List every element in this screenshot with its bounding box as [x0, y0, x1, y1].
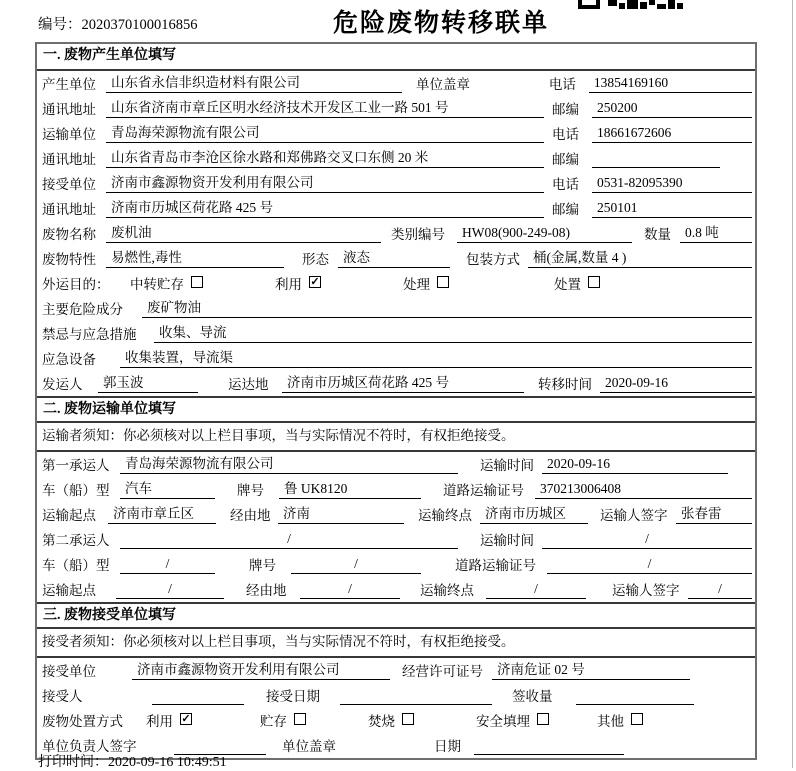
- field-label: 日期: [434, 739, 461, 754]
- field-value-consignor[interactable]: 郭玉波: [98, 374, 198, 393]
- field-label: 单位负责人签字: [42, 739, 137, 754]
- manifest-table: [35, 42, 757, 760]
- field-label: 道路运输证号: [455, 558, 536, 573]
- form-row: [37, 296, 755, 321]
- field-value-received-amount[interactable]: [576, 686, 694, 705]
- field-label: 通讯地址: [42, 152, 96, 167]
- checkbox-group-treat: [403, 273, 449, 293]
- field-label: 形态: [302, 252, 329, 267]
- field-label: 运输终点: [420, 583, 474, 598]
- serial-number-line: [38, 13, 198, 34]
- field-value-receiver-unit[interactable]: 济南市鑫源物资开发利用有限公司: [106, 174, 544, 193]
- field-label: 运输起点: [42, 583, 96, 598]
- print-time-value: 2020-09-16 10:49:51: [108, 755, 227, 770]
- field-label: 道路运输证号: [443, 483, 524, 498]
- field-value-transporter-postcode[interactable]: [592, 149, 720, 168]
- field-label: 废物处置方式: [42, 714, 123, 729]
- checkbox-label: 中转贮存: [130, 277, 184, 292]
- spacer: [694, 704, 752, 705]
- form-row: [37, 452, 755, 477]
- checkbox-group-disposal-utilize: [146, 710, 192, 730]
- checkbox-label: 其他: [597, 714, 624, 729]
- field-value-precautions-emergency-measures[interactable]: 收集、导流: [154, 324, 752, 343]
- field-label: 运达地: [228, 377, 269, 392]
- field-value-receiver-phone[interactable]: 0531-82095390: [592, 174, 752, 193]
- field-value-transfer-date[interactable]: 2020-09-16: [600, 374, 752, 393]
- form-row: [37, 423, 755, 452]
- field-value-receive-date[interactable]: [340, 686, 492, 705]
- qr-code-fragment-icon: [578, 0, 683, 9]
- field-value-category-code[interactable]: HW08(900-249-08): [457, 224, 632, 243]
- checkbox-group-dispose: [554, 273, 600, 293]
- field-value-producer-address[interactable]: 山东省济南市章丘区明水经济技术开发区工业一路 501 号: [106, 99, 544, 118]
- field-label: 牌号: [249, 558, 276, 573]
- field-value-emergency-equipment[interactable]: 收集装置，导流渠: [120, 349, 752, 368]
- field-value-transporter-unit[interactable]: 青岛海荣源物流有限公司: [106, 124, 544, 143]
- field-label: 产生单位: [42, 77, 96, 92]
- field-label: 牌号: [237, 483, 264, 498]
- field-label: 废物特性: [42, 252, 96, 267]
- checkbox-label: 贮存: [260, 714, 287, 729]
- field-value-receiver-person[interactable]: [152, 686, 244, 705]
- field-label: 经由地: [230, 508, 271, 523]
- field-label: 邮编: [552, 202, 579, 217]
- field-label: 第一承运人: [42, 458, 110, 473]
- checkbox-group-disposal-secure-landfill: [476, 710, 549, 730]
- form-row: [37, 221, 755, 246]
- section-heading: 三. 废物接受单位填写: [37, 602, 755, 629]
- field-value-producer-unit[interactable]: 山东省永信非织造材料有限公司: [106, 74, 402, 93]
- spacer: [690, 679, 752, 680]
- field-value-first-carrier[interactable]: 青岛海荣源物流有限公司: [120, 455, 458, 474]
- field-value-receiving-unit[interactable]: 济南市鑫源物资开发利用有限公司: [132, 661, 390, 680]
- field-value-physical-state[interactable]: 液态: [338, 249, 450, 268]
- field-value-transport-date-1[interactable]: 2020-09-16: [542, 455, 728, 474]
- field-label: 运输起点: [42, 508, 96, 523]
- field-value-license-number[interactable]: 济南危证 02 号: [492, 661, 690, 680]
- form-row: [37, 658, 755, 683]
- field-label: 邮编: [552, 152, 579, 167]
- field-label: 发运人: [42, 377, 83, 392]
- form-row: [37, 271, 755, 296]
- checkbox-disposal-store[interactable]: [294, 713, 306, 725]
- page-title: 危险废物转移联单: [333, 10, 550, 37]
- checkbox-group-transit-storage: [130, 273, 203, 293]
- checkbox-disposal-other[interactable]: [631, 713, 643, 725]
- spacer: [728, 473, 752, 474]
- field-label: 车（船）型: [42, 558, 110, 573]
- field-label: 电话: [552, 127, 579, 142]
- field-label: 经营许可证号: [402, 664, 483, 679]
- field-value-origin-2[interactable]: /: [116, 580, 224, 599]
- field-value-main-hazard-component[interactable]: 废矿物油: [142, 299, 752, 318]
- field-value-transporter-address[interactable]: 山东省青岛市李沧区徐水路和郑佛路交叉口东侧 20 米: [106, 149, 544, 168]
- form-row: [37, 71, 755, 96]
- checkbox-label: 焚烧: [368, 714, 395, 729]
- field-label: 电话: [548, 77, 576, 92]
- form-row: [37, 502, 755, 527]
- field-value-producer-phone[interactable]: 13854169160: [589, 74, 752, 93]
- field-value-producer-postcode[interactable]: 250200: [592, 99, 752, 118]
- field-value-plate-number-2[interactable]: /: [291, 555, 421, 574]
- form-row: [37, 346, 755, 371]
- spacer: [624, 754, 752, 755]
- field-label: 单位盖章: [282, 739, 336, 754]
- print-time-line: [38, 751, 227, 771]
- checkbox-group-disposal-incinerate: [368, 710, 414, 730]
- field-label: 数量: [644, 227, 671, 242]
- field-value-destination[interactable]: 济南市历城区荷花路 425 号: [282, 374, 524, 393]
- checkbox-label: 处理: [403, 277, 430, 292]
- field-value-road-permit-1[interactable]: 370213006408: [535, 480, 752, 499]
- field-label: 运输时间: [480, 533, 534, 548]
- scan-page-edge: [792, 0, 793, 768]
- field-value-carrier-signature-2[interactable]: /: [688, 580, 752, 599]
- field-label: 电话: [552, 177, 579, 192]
- checkbox-label: 利用: [146, 714, 173, 729]
- form-row: [37, 121, 755, 146]
- checkbox-disposal-secure-landfill[interactable]: [537, 713, 549, 725]
- form-row: [37, 683, 755, 708]
- field-value-carrier-signature-1[interactable]: 张春雷: [676, 505, 752, 524]
- field-value-vehicle-type-2[interactable]: /: [120, 555, 215, 574]
- checkbox-treat[interactable]: [437, 276, 449, 288]
- field-value-vehicle-type-1[interactable]: 汽车: [120, 480, 215, 499]
- field-label: 运输人签字: [612, 583, 680, 598]
- form-row: [37, 196, 755, 221]
- form-row: [37, 577, 755, 602]
- checkbox-dispose[interactable]: [588, 276, 600, 288]
- field-label: 转移时间: [538, 377, 592, 392]
- checkbox-group-utilize: [275, 273, 321, 293]
- form-row: [37, 246, 755, 271]
- checkbox-label: 安全填埋: [476, 714, 530, 729]
- field-label: 接受者须知：你必须核对以上栏目事项，当与实际情况不符时，有权拒绝接受。: [42, 634, 515, 649]
- field-label: 接受日期: [266, 689, 320, 704]
- field-value-waste-name[interactable]: 废机油: [106, 224, 381, 243]
- checkbox-disposal-utilize-checked[interactable]: ✓: [181, 712, 191, 725]
- field-value-origin-1[interactable]: 济南市章丘区: [108, 505, 216, 524]
- field-label: 禁忌与应急措施: [42, 327, 137, 342]
- spacer: [720, 167, 752, 168]
- field-value-receiver-address[interactable]: 济南市历城区荷花路 425 号: [106, 199, 544, 218]
- form-row: [37, 629, 755, 658]
- field-value-plate-number-1[interactable]: 鲁 UK8120: [279, 480, 421, 499]
- field-label: 接受单位: [42, 664, 96, 679]
- print-time-label: 打印时间：: [38, 755, 108, 770]
- field-label: 接受单位: [42, 177, 96, 192]
- field-value-waste-characteristics[interactable]: 易燃性,毒性: [106, 249, 284, 268]
- serial-label: 编号：: [38, 17, 82, 33]
- form-row: [37, 321, 755, 346]
- document-header: [0, 0, 796, 42]
- form-row: [37, 371, 755, 396]
- field-value-terminus-2[interactable]: /: [486, 580, 586, 599]
- form-row: [37, 96, 755, 121]
- form-row: [37, 708, 755, 733]
- field-value-receive-seal-date[interactable]: [474, 736, 624, 755]
- field-value-road-permit-2[interactable]: /: [547, 555, 752, 574]
- field-value-receiver-postcode[interactable]: 250101: [592, 199, 752, 218]
- checkbox-group-disposal-other: [597, 710, 643, 730]
- form-row: [37, 477, 755, 502]
- checkbox-label: 处置: [554, 277, 581, 292]
- field-label: 外运目的：: [42, 277, 110, 292]
- field-value-via-2[interactable]: /: [300, 580, 400, 599]
- field-value-quantity[interactable]: 0.8 吨: [680, 224, 752, 243]
- serial-number: 2020370100016856: [81, 17, 198, 33]
- form-row: [37, 527, 755, 552]
- form-row: [37, 146, 755, 171]
- checkbox-transit-storage[interactable]: [191, 276, 203, 288]
- field-label: 第二承运人: [42, 533, 110, 548]
- field-label: 运输人签字: [600, 508, 668, 523]
- field-label: 主要危险成分: [42, 302, 123, 317]
- field-label: 运输终点: [418, 508, 472, 523]
- field-label: 运输者须知：你必须核对以上栏目事项，当与实际情况不符时，有权拒绝接受。: [42, 428, 515, 443]
- field-label: 废物名称: [42, 227, 96, 242]
- checkbox-disposal-incinerate[interactable]: [402, 713, 414, 725]
- field-label: 接受人: [42, 689, 83, 704]
- section-heading: 二. 废物运输单位填写: [37, 396, 755, 423]
- field-label: 车（船）型: [42, 483, 110, 498]
- field-value-terminus-1[interactable]: 济南市历城区: [480, 505, 588, 524]
- field-label: 类别编号: [391, 227, 445, 242]
- field-value-transport-date-2[interactable]: /: [542, 530, 752, 549]
- field-label: 邮编: [552, 102, 579, 117]
- form-row: [37, 171, 755, 196]
- field-label: 运输时间: [480, 458, 534, 473]
- field-label: 应急设备: [42, 352, 96, 367]
- field-label: 运输单位: [42, 127, 96, 142]
- field-label: 包装方式: [466, 252, 520, 267]
- checkbox-label: 利用: [275, 277, 302, 292]
- field-label: 经由地: [246, 583, 287, 598]
- field-value-via-1[interactable]: 济南: [278, 505, 404, 524]
- field-value-second-carrier[interactable]: /: [120, 530, 458, 549]
- checkbox-utilize-checked[interactable]: ✓: [310, 275, 320, 288]
- form-row: [37, 552, 755, 577]
- field-value-packaging[interactable]: 桶(金属,数量 4 ): [528, 249, 752, 268]
- section-heading: 一. 废物产生单位填写: [37, 44, 755, 71]
- field-label: 单位盖章: [416, 77, 470, 92]
- field-label: 通讯地址: [42, 202, 96, 217]
- checkbox-group-disposal-store: [260, 710, 306, 730]
- field-label: 通讯地址: [42, 102, 96, 117]
- field-label: 签收量: [512, 689, 553, 704]
- field-value-transporter-phone[interactable]: 18661672606: [592, 124, 752, 143]
